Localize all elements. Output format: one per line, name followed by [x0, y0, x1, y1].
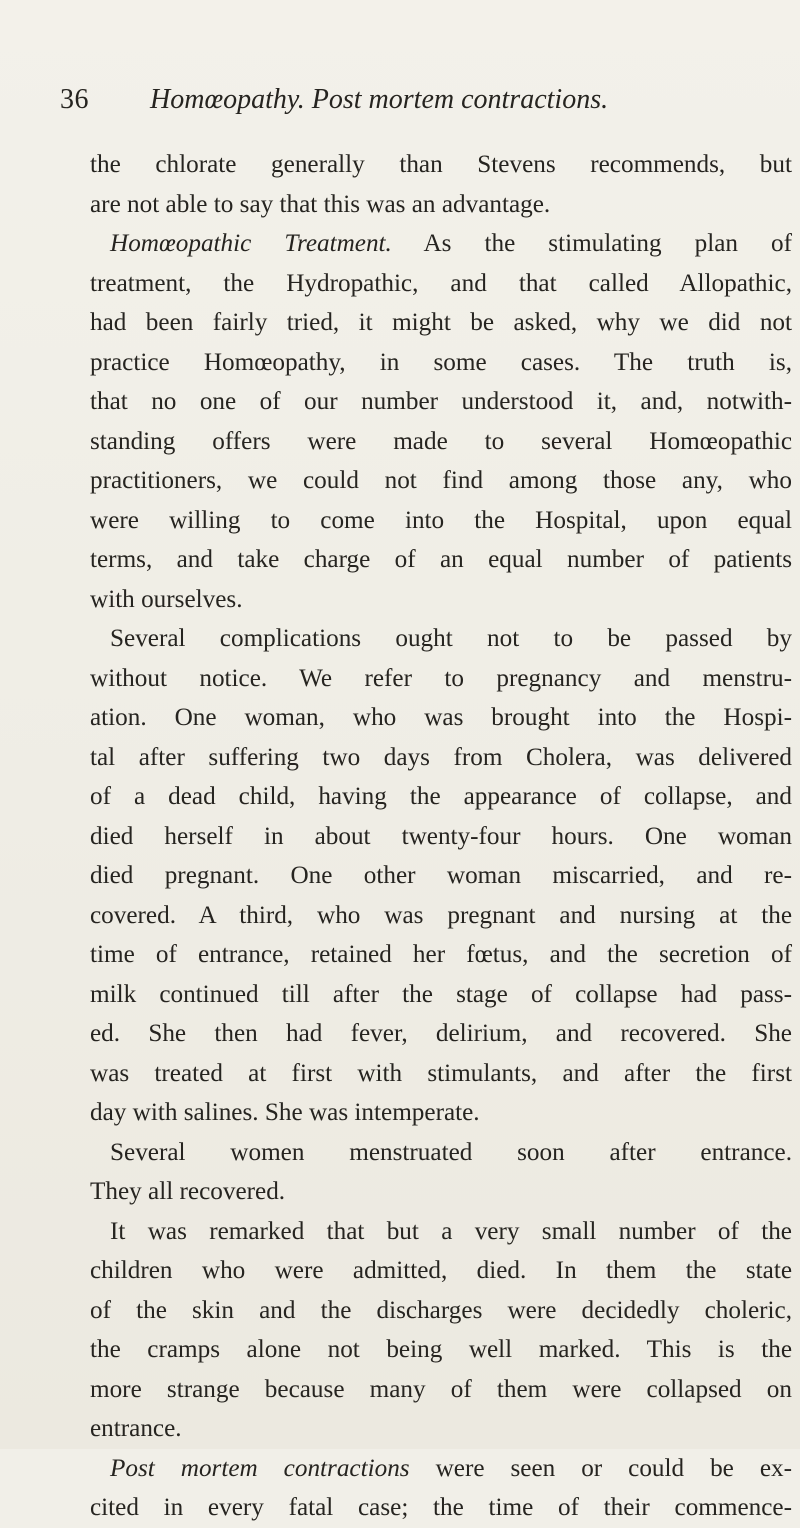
body-text — [90, 145, 792, 1528]
text-line: They all recovered. — [90, 1178, 286, 1205]
text-line: ation. One woman, who was brought into the Hospi- — [90, 704, 792, 731]
text-line: covered. A third, who was pregnant and nursing at the — [90, 901, 792, 929]
text-line: practitioners, we could not find among those any, who — [90, 467, 792, 494]
text-line: the cramps alone not being well marked. This is the — [90, 1336, 792, 1363]
running-head — [60, 78, 750, 122]
text-line: standing offers were made to several Homœopathic — [90, 427, 792, 455]
text-line: that no one of our number understood it, and, notwith- — [90, 388, 792, 415]
text-line: more strange because many of them were collapsed on — [90, 1375, 792, 1403]
text-line: had been fairly tried, it might be asked, why we did not — [90, 309, 792, 336]
text-line: cited in every fatal case; the time of their commence- — [90, 1494, 792, 1521]
text-line: died pregnant. One other woman miscarried, and re- — [90, 862, 792, 889]
text-line: terms, and take charge of an equal number of patients — [90, 546, 792, 573]
text-line: the chlorate generally than Stevens recommends, but — [90, 151, 792, 178]
text-line: Several women menstruated soon after entrance. — [110, 1138, 792, 1166]
text-line: of a dead child, having the appearance of collapse, and — [90, 783, 792, 810]
section-heading-homoeopathic-treatment: Homœopathic Treatment. — [110, 230, 392, 257]
text-line: ed. She then had fever, delirium, and recovered. She — [90, 1020, 792, 1047]
text-line: Several complications ought not to be passed by — [110, 625, 792, 652]
text-line: milk continued till after the stage of collapse had pass- — [90, 980, 792, 1008]
section-heading-post-mortem-contractions: Post mortem contractions — [110, 1454, 410, 1482]
text-line: were willing to come into the Hospital, upon equal — [90, 506, 792, 534]
running-title: Homœopathy. Post mortem contractions. — [150, 84, 609, 115]
text-line: entrance. — [90, 1415, 182, 1442]
text-line: are not able to say that this was an advantage. — [90, 190, 551, 218]
text-line: without notice. We refer to pregnancy and menstru- — [90, 664, 792, 692]
text-line: was treated at first with stimulants, and after the first — [90, 1059, 792, 1087]
text-line: died herself in about twenty-four hours. One woman — [90, 822, 792, 850]
text-line: with ourselves. — [90, 585, 243, 613]
paragraph-first-line — [90, 224, 792, 264]
text-line: of the skin and the discharges were decidedly choleric, — [90, 1296, 792, 1324]
text-line: tal after suffering two days from Cholera, was delivered — [90, 743, 792, 771]
text-line: children who were admitted, died. In them the state — [90, 1257, 792, 1284]
text-line: It was remarked that but a very small number of the — [110, 1217, 792, 1245]
text-line: treatment, the Hydropathic, and that called Allopathic, — [90, 269, 792, 297]
text-line: were seen or could be ex- — [435, 1454, 792, 1482]
text-line: As the stimulating plan of — [423, 230, 792, 257]
text-line: day with salines. She was intemperate. — [90, 1099, 480, 1126]
paragraph-first-line — [90, 1449, 792, 1489]
text-line: practice Homœopathy, in some cases. The truth is, — [90, 348, 792, 376]
page-number: 36 — [60, 84, 89, 115]
text-line: time of entrance, retained her fœtus, and the secretion of — [90, 941, 792, 968]
